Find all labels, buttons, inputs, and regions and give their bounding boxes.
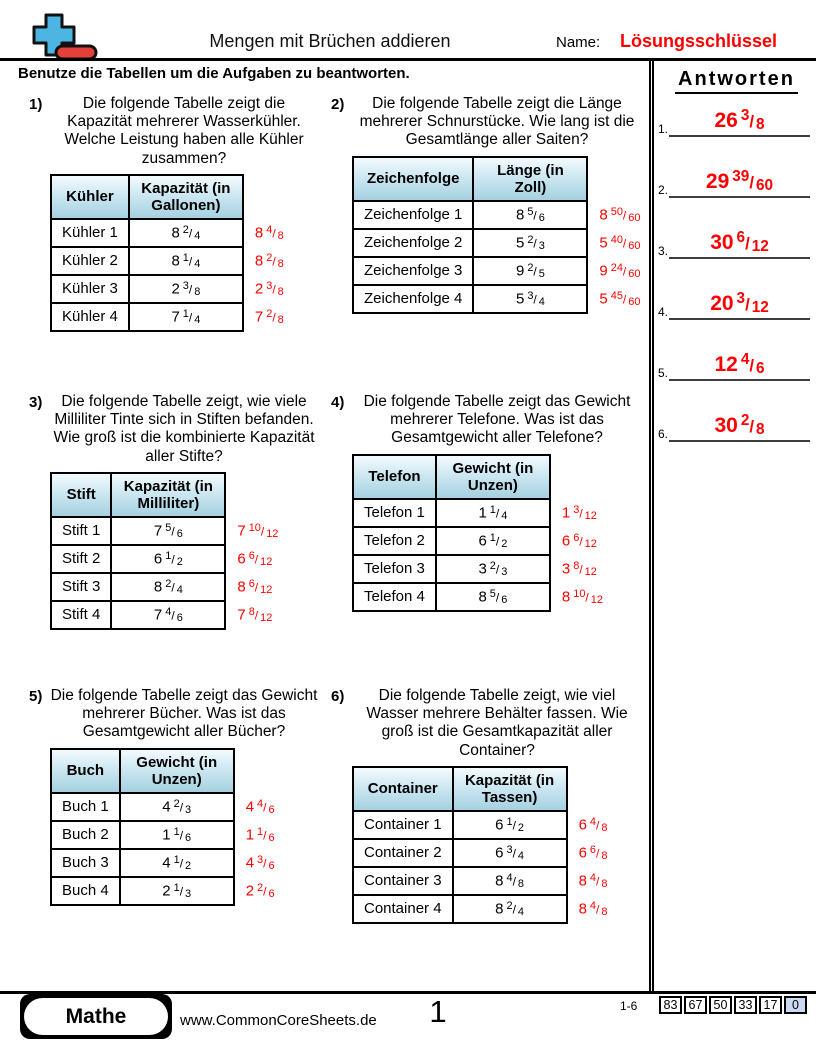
row-annotation: 7 $^{10}$/ 12 bbox=[237, 521, 279, 540]
row-value: 8 $^5$/ 6 bbox=[436, 583, 550, 611]
table-row bbox=[51, 849, 276, 877]
answer-value: 30 $^2$/ 8 bbox=[714, 411, 765, 438]
problem bbox=[322, 95, 646, 314]
row-label: Stift 1 bbox=[51, 517, 111, 545]
data-table bbox=[50, 748, 277, 906]
answers-divider bbox=[649, 61, 654, 991]
score-cell: 83 bbox=[659, 996, 682, 1014]
problem-text: Die folgende Tabelle zeigt, wie viele Milliliter Tinte sich in Stiften befanden. Wie groß ist die kombinierte Kapazität aller Stifte? bbox=[53, 393, 315, 465]
row-value: 8 $^2$/ 4 bbox=[129, 219, 243, 247]
table-row bbox=[353, 229, 641, 257]
row-annotation: 6 $^6$/ 12 bbox=[561, 531, 597, 550]
table-row bbox=[51, 573, 279, 601]
row-value: 9 $^2$/ 5 bbox=[473, 257, 587, 285]
data-table bbox=[352, 766, 609, 924]
score-cell: 50 bbox=[709, 996, 732, 1014]
row-value: 2 $^3$/ 8 bbox=[129, 275, 243, 303]
row-annotation: 1 $^1$/ 6 bbox=[245, 825, 275, 844]
data-table bbox=[352, 156, 642, 314]
table-row bbox=[51, 247, 285, 275]
table-row bbox=[353, 867, 608, 895]
score-strip bbox=[659, 996, 807, 1014]
score-cell: 67 bbox=[684, 996, 707, 1014]
row-annotation: 7 $^2$/ 8 bbox=[254, 307, 284, 326]
row-value: 1 $^1$/ 4 bbox=[436, 499, 550, 527]
answer-item bbox=[657, 381, 816, 442]
table-header-row bbox=[51, 749, 276, 793]
table-header-col1: Telefon bbox=[353, 455, 436, 499]
site-url: www.CommonCoreSheets.de bbox=[180, 1012, 377, 1029]
brand-badge bbox=[20, 994, 172, 1039]
table-header-col2: Kapazität (in Tassen) bbox=[453, 767, 567, 811]
answer-item bbox=[657, 137, 816, 198]
problem-text: Die folgende Tabelle zeigt die Länge mehrerer Schnurstücke. Wie lang ist die Gesamtlänge aller Saiten? bbox=[359, 95, 635, 149]
row-value: 8 $^2$/ 4 bbox=[111, 573, 225, 601]
problem-text: Die folgende Tabelle zeigt das Gewicht mehrerer Bücher. Was ist das Gesamtgewicht aller Bücher? bbox=[50, 687, 318, 741]
row-value: 7 $^1$/ 4 bbox=[129, 303, 243, 331]
table-row bbox=[51, 275, 285, 303]
table-header-col2: Kapazität (in Gallonen) bbox=[129, 175, 243, 219]
score-range-label: 1-6 bbox=[620, 999, 638, 1013]
row-label: Kühler 1 bbox=[51, 219, 129, 247]
row-label: Zeichenfolge 2 bbox=[353, 229, 473, 257]
row-label: Kühler 4 bbox=[51, 303, 129, 331]
problem bbox=[322, 393, 646, 612]
row-value: 4 $^2$/ 3 bbox=[120, 793, 234, 821]
name-label: Name: bbox=[556, 34, 601, 51]
row-annotation: 8 $^6$/ 12 bbox=[237, 577, 273, 596]
table-header-row bbox=[353, 767, 608, 811]
data-table bbox=[50, 174, 286, 332]
problem-text: Die folgende Tabelle zeigt das Gewicht mehrerer Telefone. Was ist das Gesamtgewicht aller Telefone? bbox=[363, 393, 631, 447]
table-row bbox=[353, 555, 603, 583]
problem bbox=[322, 687, 646, 924]
table-row bbox=[353, 499, 603, 527]
problem-text: Die folgende Tabelle zeigt, wie viel Wasser mehrere Behälter fassen. Wie groß ist die Gesamtkapazität aller Container? bbox=[366, 687, 628, 759]
table-header-row bbox=[51, 473, 279, 517]
row-annotation: 8 $^4$/ 8 bbox=[578, 899, 608, 918]
answer-number: 1. bbox=[658, 122, 669, 136]
row-annotation: 2 $^2$/ 6 bbox=[245, 881, 275, 900]
row-annotation: 6 $^6$/ 12 bbox=[237, 549, 273, 568]
row-annotation: 1 $^3$/ 12 bbox=[561, 503, 597, 522]
answer-key-label: Lösungsschlüssel bbox=[620, 31, 778, 51]
instruction-text: Benutze die Tabellen um die Aufgaben zu beantworten. bbox=[18, 65, 410, 82]
data-table bbox=[50, 472, 280, 630]
row-label: Buch 4 bbox=[51, 877, 120, 905]
table-header-row bbox=[353, 455, 603, 499]
row-annotation: 8 $^{50}$/ 60 bbox=[599, 205, 641, 224]
table-row bbox=[353, 527, 603, 555]
answer-item bbox=[657, 198, 816, 259]
annotation-spacer bbox=[567, 767, 609, 811]
row-label: Container 1 bbox=[353, 811, 453, 839]
row-annotation: 4 $^4$/ 6 bbox=[245, 797, 275, 816]
table-row bbox=[51, 545, 279, 573]
answer-number: 5. bbox=[658, 366, 669, 380]
brand-label: Mathe bbox=[24, 998, 168, 1035]
answer-item bbox=[657, 95, 816, 137]
row-label: Buch 2 bbox=[51, 821, 120, 849]
page-number: 1 bbox=[429, 994, 447, 1029]
answer-value: 20 $^3$/ 12 bbox=[710, 289, 769, 316]
row-label: Zeichenfolge 4 bbox=[353, 285, 473, 313]
row-label: Stift 3 bbox=[51, 573, 111, 601]
row-label: Kühler 2 bbox=[51, 247, 129, 275]
table-row bbox=[353, 811, 608, 839]
row-label: Container 2 bbox=[353, 839, 453, 867]
page-title: Mengen mit Brüchen addieren bbox=[209, 31, 451, 51]
row-value: 8 $^4$/ 8 bbox=[453, 867, 567, 895]
row-value: 6 $^1$/ 2 bbox=[436, 527, 550, 555]
row-annotation: 6 $^6$/ 8 bbox=[578, 843, 608, 862]
answer-list bbox=[657, 95, 816, 442]
row-annotation: 8 $^4$/ 8 bbox=[578, 871, 608, 890]
answer-number: 2. bbox=[658, 183, 669, 197]
problem-number: 3) bbox=[29, 394, 43, 411]
answer-number: 6. bbox=[658, 427, 669, 441]
table-row bbox=[51, 793, 276, 821]
row-annotation: 3 $^8$/ 12 bbox=[561, 559, 597, 578]
annotation-spacer bbox=[587, 157, 641, 201]
table-row bbox=[51, 821, 276, 849]
table-header-row bbox=[51, 175, 285, 219]
answer-number: 3. bbox=[658, 244, 669, 258]
row-label: Telefon 1 bbox=[353, 499, 436, 527]
row-value: 4 $^1$/ 2 bbox=[120, 849, 234, 877]
table-header-col1: Zeichenfolge bbox=[353, 157, 473, 201]
answer-value: 29 $^{39}$/ 60 bbox=[705, 167, 774, 194]
table-header-row bbox=[353, 157, 641, 201]
table-row bbox=[51, 517, 279, 545]
answers-title: Antworten bbox=[675, 68, 798, 94]
answer-blank-line bbox=[669, 440, 810, 442]
answer-item bbox=[657, 259, 816, 320]
table-row bbox=[51, 877, 276, 905]
row-label: Telefon 4 bbox=[353, 583, 436, 611]
row-label: Buch 1 bbox=[51, 793, 120, 821]
row-annotation: 5 $^{40}$/ 60 bbox=[599, 233, 641, 252]
table-header-col1: Buch bbox=[51, 749, 120, 793]
row-value: 2 $^1$/ 3 bbox=[120, 877, 234, 905]
problem-number: 6) bbox=[331, 688, 345, 705]
table-row bbox=[353, 285, 641, 313]
row-label: Buch 3 bbox=[51, 849, 120, 877]
row-label: Stift 2 bbox=[51, 545, 111, 573]
row-annotation: 9 $^{24}$/ 60 bbox=[599, 261, 641, 280]
problem-number: 1) bbox=[29, 96, 43, 113]
row-value: 5 $^3$/ 4 bbox=[473, 285, 587, 313]
answer-value: 12 $^4$/ 6 bbox=[714, 350, 765, 377]
problem bbox=[20, 687, 322, 906]
row-label: Container 3 bbox=[353, 867, 453, 895]
row-annotation: 8 $^4$/ 8 bbox=[254, 223, 284, 242]
table-row bbox=[51, 601, 279, 629]
table-row bbox=[353, 895, 608, 923]
table-row bbox=[353, 257, 641, 285]
row-value: 8 $^5$/ 6 bbox=[473, 201, 587, 229]
score-cell: 17 bbox=[759, 996, 782, 1014]
row-annotation: 8 $^2$/ 8 bbox=[254, 251, 284, 270]
annotation-spacer bbox=[225, 473, 279, 517]
row-label: Telefon 2 bbox=[353, 527, 436, 555]
answer-value: 26 $^3$/ 8 bbox=[714, 106, 765, 133]
table-row bbox=[51, 219, 285, 247]
row-annotation: 8 $^{10}$/ 12 bbox=[561, 587, 603, 606]
table-header-col2: Gewicht (in Unzen) bbox=[120, 749, 234, 793]
answer-number: 4. bbox=[658, 305, 669, 319]
problem bbox=[20, 95, 322, 332]
score-cell: 33 bbox=[734, 996, 757, 1014]
table-header-col2: Kapazität (in Milliliter) bbox=[111, 473, 225, 517]
table-row bbox=[353, 839, 608, 867]
row-value: 6 $^1$/ 2 bbox=[453, 811, 567, 839]
table-header-col2: Länge (in Zoll) bbox=[473, 157, 587, 201]
row-value: 1 $^1$/ 6 bbox=[120, 821, 234, 849]
row-label: Container 4 bbox=[353, 895, 453, 923]
row-annotation: 5 $^{45}$/ 60 bbox=[599, 289, 641, 308]
row-label: Kühler 3 bbox=[51, 275, 129, 303]
row-annotation: 6 $^4$/ 8 bbox=[578, 815, 608, 834]
answer-value: 30 $^6$/ 12 bbox=[710, 228, 769, 255]
score-cell: 0 bbox=[784, 996, 807, 1014]
answers-panel bbox=[657, 62, 816, 442]
row-value: 8 $^1$/ 4 bbox=[129, 247, 243, 275]
row-value: 7 $^4$/ 6 bbox=[111, 601, 225, 629]
row-value: 6 $^1$/ 2 bbox=[111, 545, 225, 573]
problem-number: 2) bbox=[331, 96, 345, 113]
row-annotation: 7 $^8$/ 12 bbox=[237, 605, 273, 624]
problem-number: 5) bbox=[29, 688, 43, 705]
header-rule bbox=[0, 58, 816, 61]
row-label: Stift 4 bbox=[51, 601, 111, 629]
table-header-col2: Gewicht (in Unzen) bbox=[436, 455, 550, 499]
row-label: Zeichenfolge 1 bbox=[353, 201, 473, 229]
row-value: 3 $^2$/ 3 bbox=[436, 555, 550, 583]
problem-text: Die folgende Tabelle zeigt die Kapazität mehrerer Wasserkühler. Welche Leistung haben alle Kühler zusammen? bbox=[64, 95, 304, 167]
row-value: 5 $^2$/ 3 bbox=[473, 229, 587, 257]
table-header-col1: Kühler bbox=[51, 175, 129, 219]
table-row bbox=[353, 201, 641, 229]
data-table bbox=[352, 454, 604, 612]
answer-item bbox=[657, 320, 816, 381]
annotation-spacer bbox=[243, 175, 285, 219]
row-label: Telefon 3 bbox=[353, 555, 436, 583]
annotation-spacer bbox=[550, 455, 603, 499]
annotation-spacer bbox=[234, 749, 276, 793]
problem-number: 4) bbox=[331, 394, 345, 411]
row-annotation: 2 $^3$/ 8 bbox=[254, 279, 284, 298]
row-value: 8 $^2$/ 4 bbox=[453, 895, 567, 923]
row-label: Zeichenfolge 3 bbox=[353, 257, 473, 285]
row-value: 7 $^5$/ 6 bbox=[111, 517, 225, 545]
table-header-col1: Container bbox=[353, 767, 453, 811]
row-value: 6 $^3$/ 4 bbox=[453, 839, 567, 867]
table-row bbox=[51, 303, 285, 331]
table-row bbox=[353, 583, 603, 611]
problem bbox=[20, 393, 322, 630]
row-annotation: 4 $^3$/ 6 bbox=[245, 853, 275, 872]
table-header-col1: Stift bbox=[51, 473, 111, 517]
